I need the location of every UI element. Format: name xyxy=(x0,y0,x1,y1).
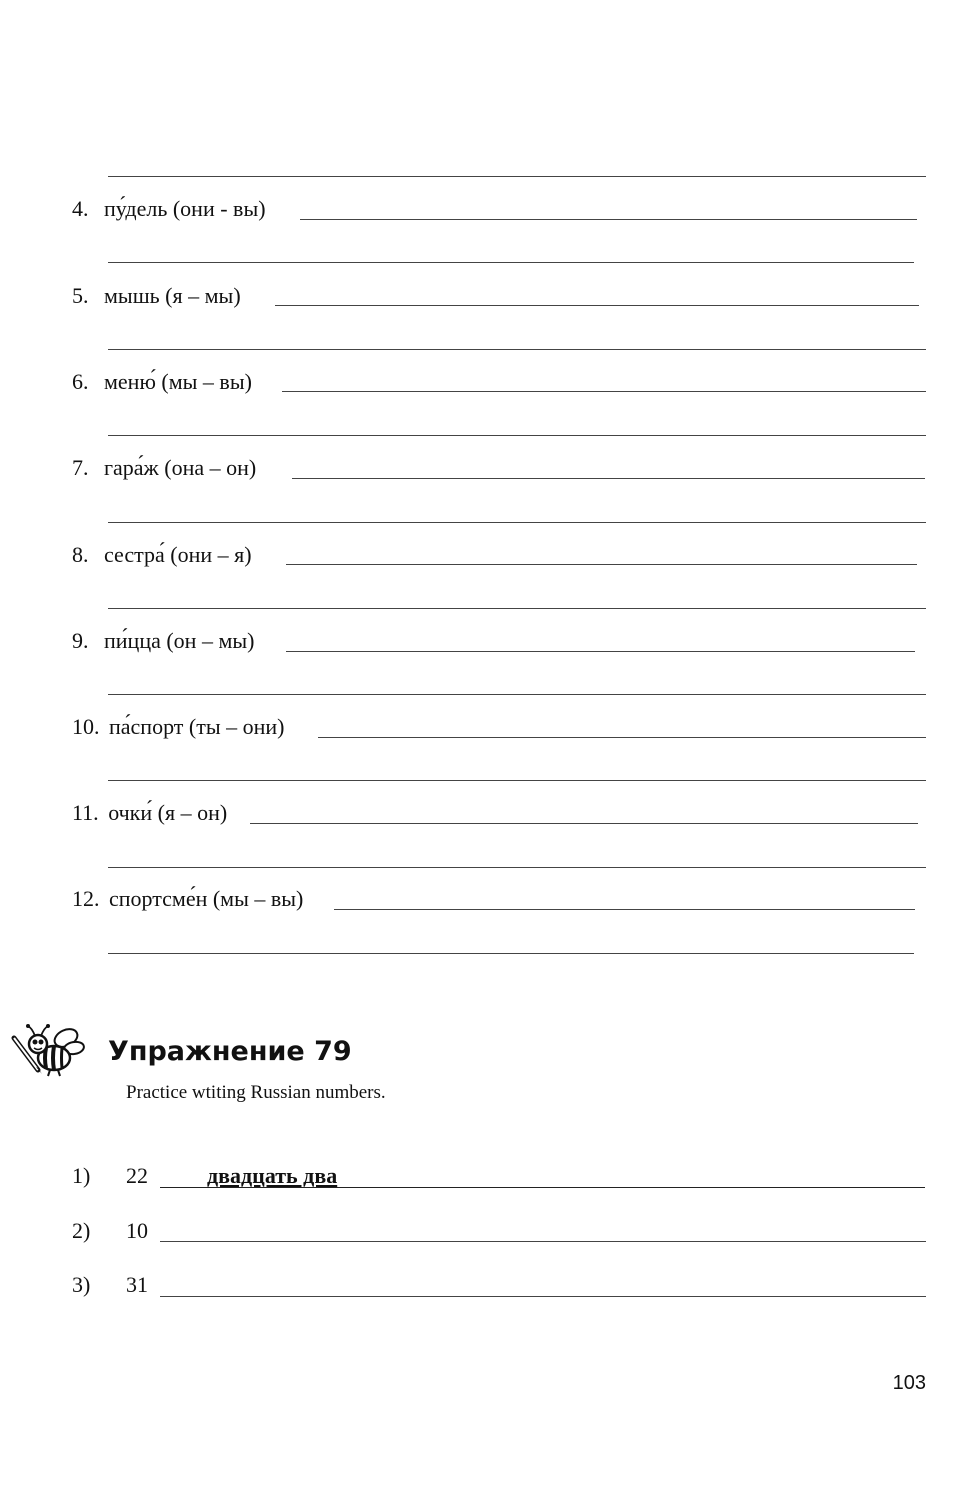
answer-line[interactable] xyxy=(286,564,917,565)
exercise-item xyxy=(72,283,241,309)
answer-line[interactable] xyxy=(108,780,926,781)
answer-line[interactable] xyxy=(282,391,926,392)
exercise-title: Упражнение 79 xyxy=(108,1036,352,1067)
item-prompt: меню́ (мы – вы) xyxy=(104,369,252,394)
number-value: 22 xyxy=(126,1163,148,1188)
item-prompt: мышь (я – мы) xyxy=(104,283,241,308)
number-value: 31 xyxy=(126,1272,148,1297)
page-number: 103 xyxy=(892,1372,926,1394)
answer-line[interactable] xyxy=(160,1296,926,1297)
item-prompt: пу́дель (они - вы) xyxy=(104,196,266,221)
item-prompt: па́спорт (ты – они) xyxy=(109,714,285,739)
number-row-label: 1) xyxy=(72,1163,91,1188)
item-number: 6. xyxy=(72,369,89,394)
number-row-label: 3) xyxy=(72,1272,91,1297)
exercise-item xyxy=(72,196,266,222)
answer-line[interactable] xyxy=(108,262,914,263)
item-number: 5. xyxy=(72,283,89,308)
answer-line[interactable] xyxy=(300,219,917,220)
exercise-item xyxy=(72,714,285,740)
exercise-item xyxy=(72,886,303,912)
answer-line[interactable] xyxy=(250,823,918,824)
answer-line[interactable] xyxy=(334,909,915,910)
answer-line[interactable] xyxy=(108,694,926,695)
answer-line[interactable] xyxy=(108,435,926,436)
item-prompt: пи́цца (он – мы) xyxy=(104,628,255,653)
item-number: 4. xyxy=(72,196,89,221)
number-value: 10 xyxy=(126,1218,148,1243)
exercise-item xyxy=(72,800,227,826)
answer-line[interactable] xyxy=(108,953,914,954)
item-prompt: гара́ж (она – он) xyxy=(104,455,257,480)
answer-line[interactable] xyxy=(108,522,926,523)
answer-line[interactable] xyxy=(108,349,926,350)
answer-line[interactable] xyxy=(108,608,926,609)
item-number: 9. xyxy=(72,628,89,653)
item-prompt: спортсме́н (мы – вы) xyxy=(109,886,304,911)
exercise-item xyxy=(72,628,255,654)
exercise-item xyxy=(72,542,252,568)
answer-line[interactable] xyxy=(160,1187,925,1188)
item-number: 8. xyxy=(72,542,89,567)
exercise-item xyxy=(72,455,256,481)
bee-writing-icon xyxy=(8,1018,88,1078)
item-number: 12. xyxy=(72,886,100,911)
answer-line[interactable] xyxy=(286,651,915,652)
answer-line[interactable] xyxy=(160,1241,926,1242)
example-answer: двадцать два xyxy=(207,1163,338,1188)
item-prompt: очки́ (я – он) xyxy=(108,800,228,825)
item-number: 10. xyxy=(72,714,100,739)
answer-line[interactable] xyxy=(108,867,926,868)
answer-line[interactable] xyxy=(292,478,925,479)
answer-line xyxy=(108,176,926,177)
item-number: 7. xyxy=(72,455,89,480)
number-row-label: 2) xyxy=(72,1218,91,1243)
exercise-item xyxy=(72,369,252,395)
exercise-instruction: Practice wtiting Russian numbers. xyxy=(126,1082,386,1103)
answer-line[interactable] xyxy=(318,737,926,738)
item-prompt: сестра́ (они – я) xyxy=(104,542,252,567)
item-number: 11. xyxy=(72,800,99,825)
answer-line[interactable] xyxy=(275,305,919,306)
